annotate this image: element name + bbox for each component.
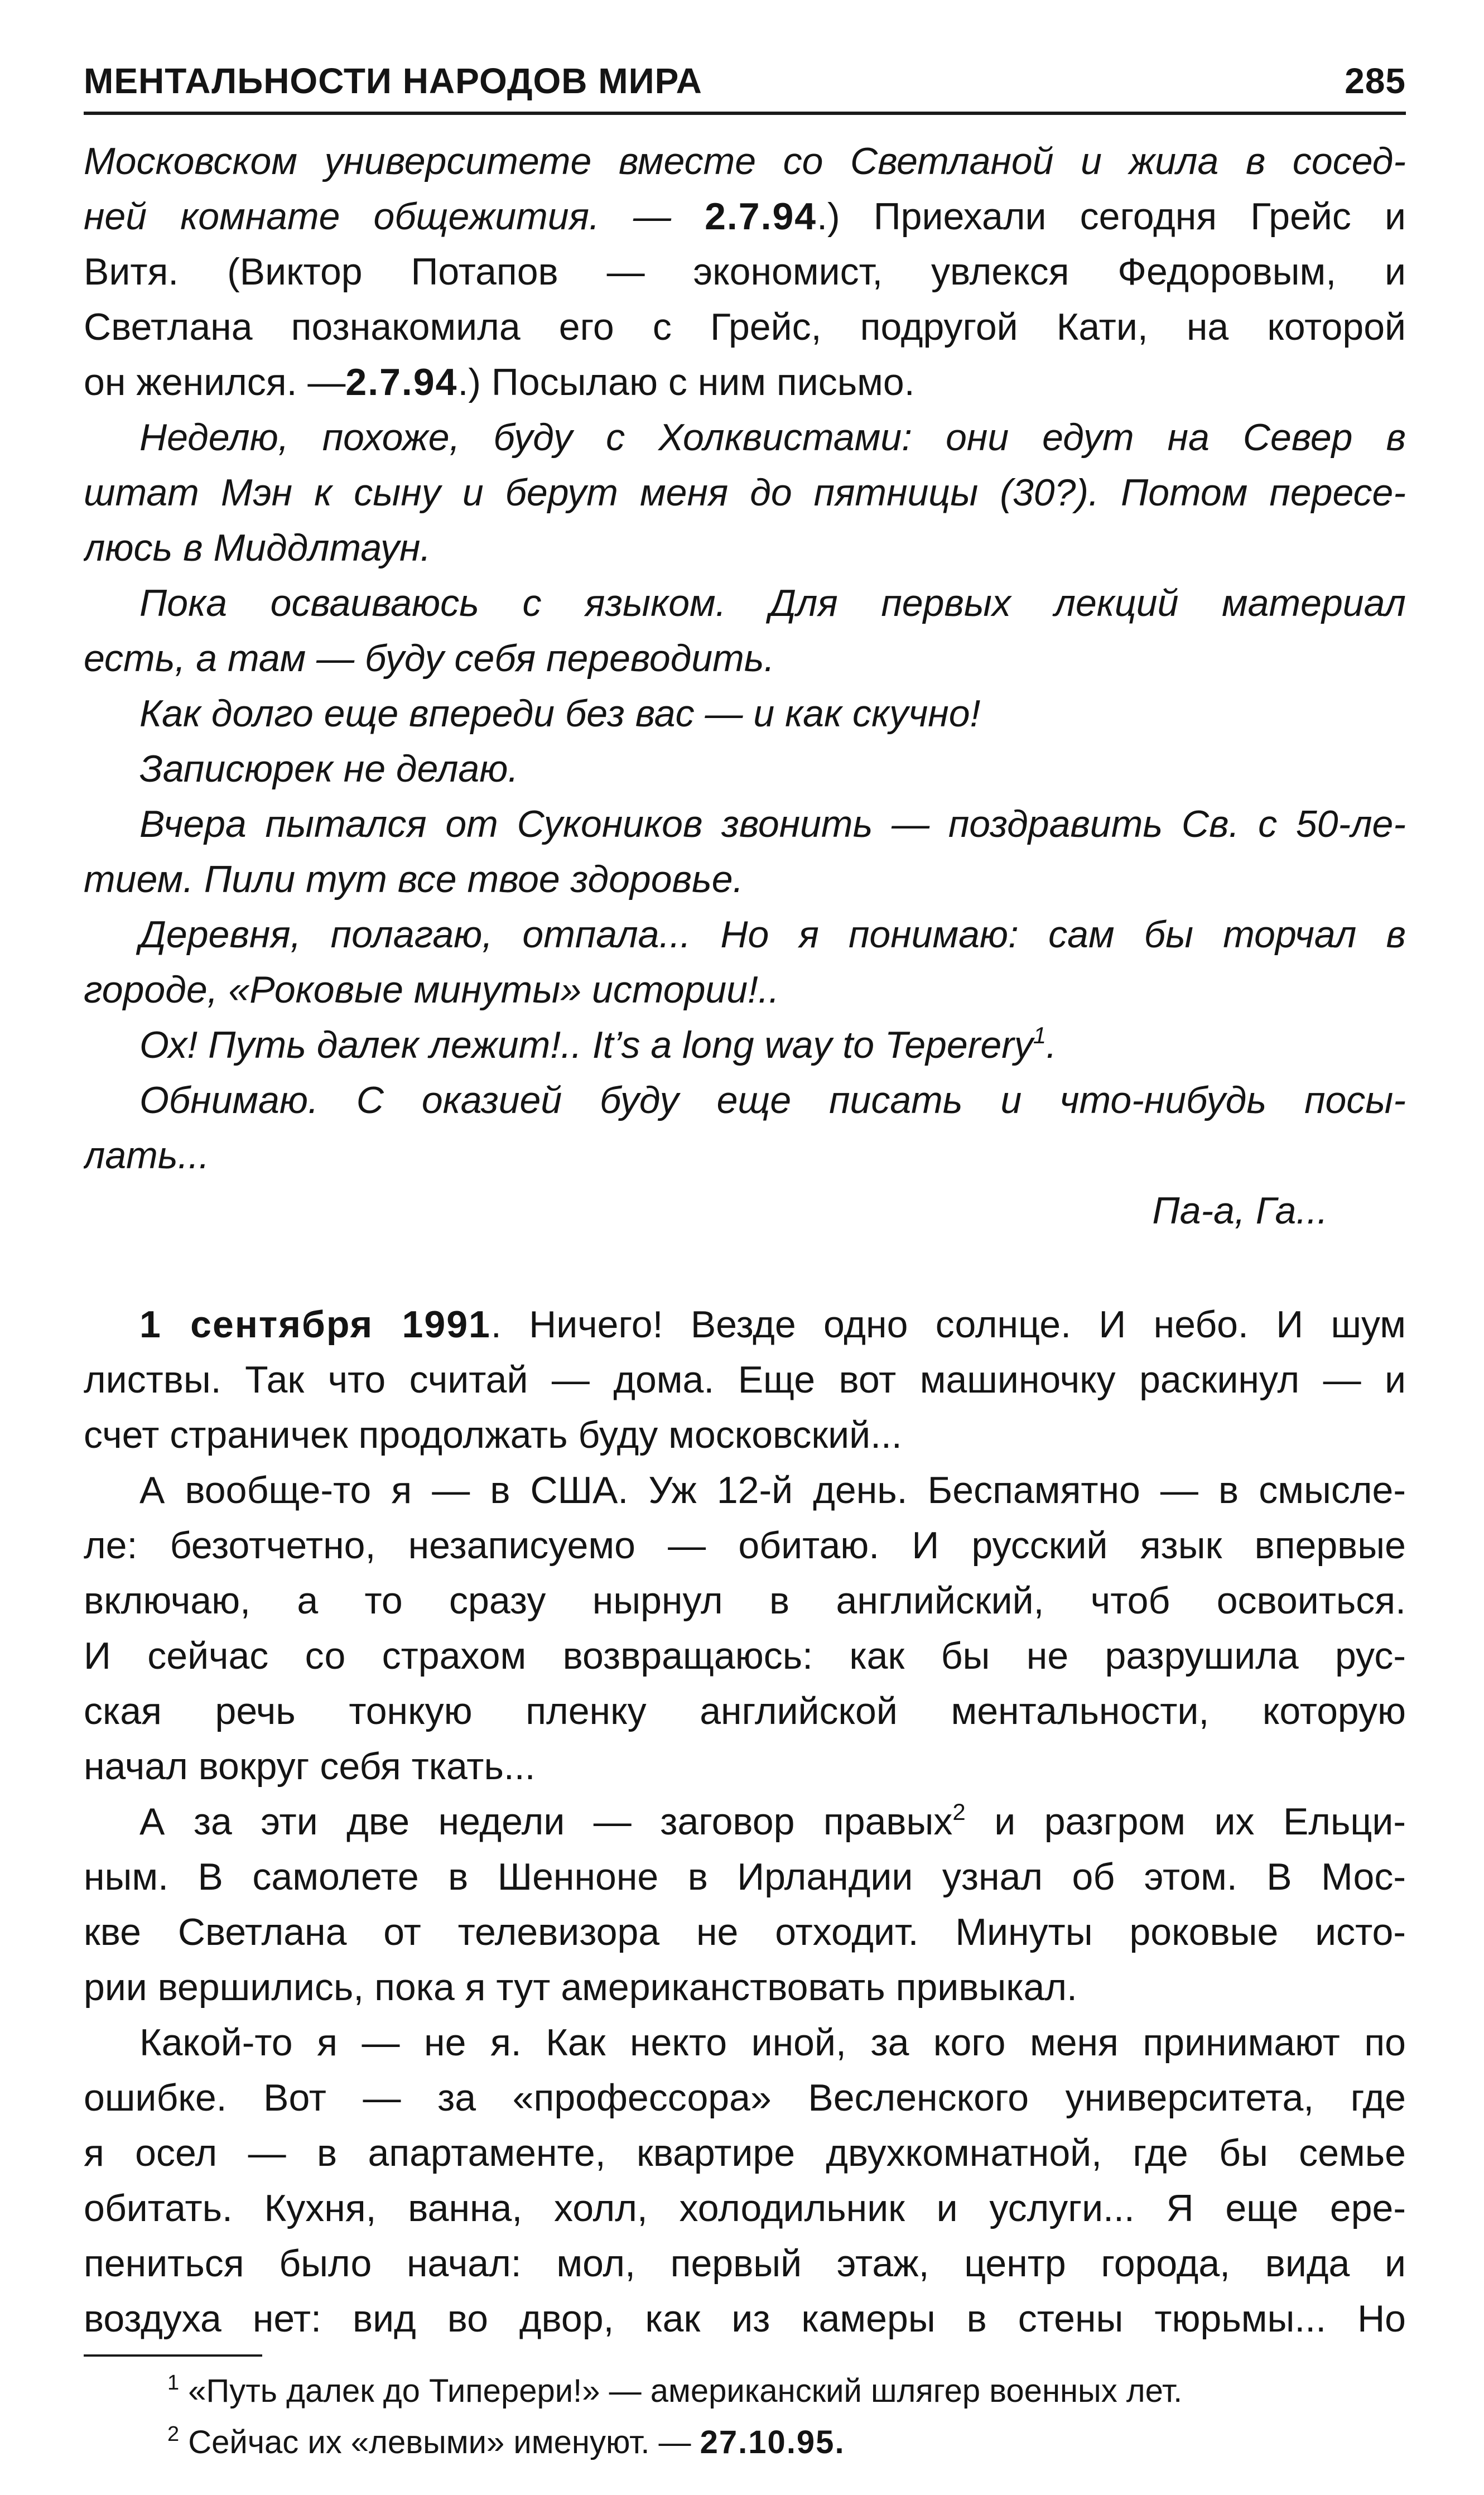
- footnote-rule: [84, 2354, 262, 2357]
- text-line: обитать. Кухня, ванна, холл, холодильник и услуги... Я еще ере-: [84, 2187, 1406, 2229]
- section-gap: [84, 1239, 1406, 1297]
- date-mark: 2.7.94: [705, 195, 817, 238]
- text-line: ская речь тонкую пленку английской ментальности, которую: [84, 1690, 1406, 1732]
- text-span: и разгром их Ельци-: [965, 1800, 1406, 1843]
- text-span: ней комнате общежития. —: [84, 195, 705, 238]
- text-line: А вообще-то я — в США. Уж 12-й день. Беспамятно — в смысле-: [139, 1469, 1406, 1511]
- signature-line: Па-а, Га...: [1152, 1189, 1328, 1232]
- running-title: МЕНТАЛЬНОСТИ НАРОДОВ МИРА: [84, 61, 702, 101]
- text-line: ошибке. Вот — за «профессора» Весленского университета, где: [84, 2077, 1406, 2119]
- text-line: кве Светлана от телевизора не отходит. Минуты роковые исто-: [84, 1911, 1406, 1953]
- text-span: Ох! Путь далек лежит!.. It’s a long way to Teperery: [139, 1024, 1033, 1066]
- text-line: [84, 189, 1406, 244]
- text-line: Неделю, похоже, буду с Холквистами: они едут на Север в: [139, 416, 1406, 459]
- text-line: счет страничек продолжать буду московский...: [84, 1414, 902, 1456]
- text-line: лать...: [84, 1134, 210, 1177]
- text-line: рии вершились, пока я тут американствовать привыкал.: [84, 1966, 1077, 2008]
- text-span: .) Приехали сегодня Грейс и: [817, 195, 1406, 238]
- footnote-ref: 1: [1033, 1022, 1047, 1048]
- text-line: Витя. (Виктор Потапов — экономист, увлекся Федоровым, и: [84, 251, 1406, 293]
- text-line: Пока осваиваюсь с языком. Для первых лекций материал: [139, 582, 1406, 624]
- date-mark: 2.7.94: [345, 361, 458, 403]
- text-span: .: [1046, 1024, 1057, 1066]
- text-line: ле: безотчетно, незаписуемо — обитаю. И русский язык впервые: [84, 1524, 1406, 1567]
- text-line: воздуха нет: вид во двор, как из камеры в стены тюрьмы... Но: [84, 2297, 1406, 2340]
- date-mark: 27.10.95.: [700, 2424, 845, 2460]
- text-line: Записюрек не делаю.: [139, 748, 519, 790]
- footnote-number: 1: [167, 2371, 180, 2395]
- footnote-number: 2: [167, 2422, 180, 2446]
- text-line: листвы. Так что считай — дома. Еще вот машиночку раскинул — и: [84, 1359, 1406, 1401]
- footnotes: [84, 2366, 1406, 2468]
- running-header: [84, 50, 1406, 115]
- text-line: [84, 355, 1406, 410]
- text-line: штат Мэн к сыну и берут меня до пятницы (30?). Потом пересе-: [84, 471, 1406, 514]
- text-span: он женился. —: [84, 361, 346, 403]
- text-line: включаю, а то сразу нырнул в английский, чтоб освоиться.: [84, 1579, 1406, 1622]
- footnote-ref: 2: [952, 1799, 966, 1825]
- entry-date: 1 сентября 1991: [139, 1303, 491, 1346]
- text-span: . Ничего! Везде одно солнце. И небо. И шум: [490, 1303, 1406, 1346]
- letter-continuation: [84, 134, 1406, 244]
- text-line: [84, 1297, 1406, 1352]
- page-number: 285: [1345, 61, 1406, 101]
- text-line: [84, 1794, 1406, 1849]
- text-line: начал вокруг себя ткать...: [84, 1745, 536, 1788]
- text-line: тием. Пили тут все твое здоровье.: [84, 858, 744, 900]
- text-line: Обнимаю. С оказией буду еще писать и что-нибудь посы-: [139, 1079, 1406, 1121]
- text-line: Московском университете вместе со Светланой и жила в сосед-: [84, 140, 1406, 182]
- text-line: люсь в Миддлтаун.: [84, 527, 431, 569]
- text-line: есть, а там — буду себя переводить.: [84, 637, 775, 680]
- text-line: я осел — в апартаменте, квартире двухкомнатной, где бы семье: [84, 2132, 1406, 2174]
- page-body: [84, 134, 1406, 2347]
- footnote-2: [84, 2417, 1406, 2468]
- letter-paragraphs: [84, 410, 1406, 1239]
- book-page: [84, 50, 1406, 2460]
- footnote-text: «Путь далек до Типерери!» — американский шлягер военных лет.: [179, 2373, 1183, 2409]
- text-line: городе, «Роковые минуты» истории!..: [84, 969, 779, 1011]
- text-line: Как долго еще впереди без вас — и как скучно!: [139, 692, 981, 735]
- text-line: Вчера пытался от Сукоников звонить — поздравить Св. с 50-ле-: [139, 803, 1406, 845]
- text-line: Деревня, полагаю, отпала... Но я понимаю: сам бы торчал в: [139, 913, 1406, 956]
- text-line: И сейчас со страхом возвращаюсь: как бы не разрушила рус-: [84, 1635, 1406, 1677]
- footnote-text: Сейчас их «левыми» именуют. —: [179, 2424, 700, 2460]
- text-line: Светлана познакомила его с Грейс, подругой Кати, на которой: [84, 306, 1406, 348]
- text-line: [84, 1018, 1406, 1073]
- text-line: ным. В самолете в Шенноне в Ирландии узнал об этом. В Мос-: [84, 1856, 1406, 1898]
- text-span: А за эти две недели — заговор правых: [139, 1800, 953, 1843]
- text-span: .) Посылаю с ним письмо.: [457, 361, 915, 403]
- text-line: Какой-то я — не я. Как некто иной, за кого меня принимают по: [139, 2021, 1406, 2064]
- text-line: пениться было начал: мол, первый этаж, центр города, вида и: [84, 2242, 1406, 2285]
- footnote-1: [84, 2366, 1406, 2417]
